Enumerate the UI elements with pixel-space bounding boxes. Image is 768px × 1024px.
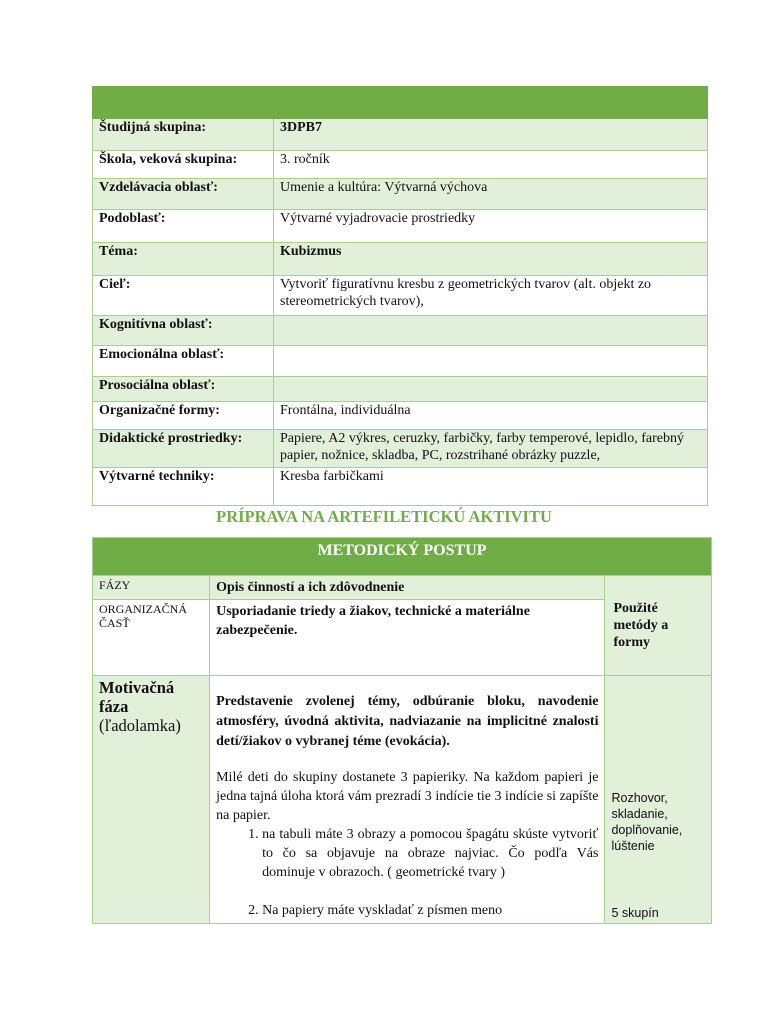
- methods-column-header: Použité metódy a formy: [605, 576, 712, 676]
- info-table-header-bar: [93, 87, 708, 119]
- info-value: Kresba farbičkami: [274, 468, 708, 506]
- info-label: Cieľ:: [93, 276, 274, 316]
- info-label: Vzdelávacia oblasť:: [93, 179, 274, 210]
- info-row-prosocial: [93, 377, 708, 402]
- info-value: Výtvarné vyjadrovacie prostriedky: [274, 210, 708, 243]
- motivation-methods-cell: [605, 676, 712, 924]
- list-item: 2. Na papiery máte vyskladať z písmen meno: [262, 901, 598, 920]
- motivation-phase-cell: [93, 676, 210, 924]
- info-row-cognitive: [93, 316, 708, 346]
- info-row-area: [93, 179, 708, 210]
- info-value: Umenie a kultúra: Výtvarná výchova: [274, 179, 708, 210]
- info-value: 3DPB7: [274, 119, 708, 151]
- info-label: Emocionálna oblasť:: [93, 346, 274, 377]
- motivation-methods: Rozhovor, skladanie, doplňovanie, lúštenie: [611, 791, 683, 853]
- phases-column-header: FÁZY: [93, 576, 210, 600]
- motivation-row: [93, 676, 712, 924]
- info-label: Kognitívna oblasť:: [93, 316, 274, 346]
- info-value: Kubizmus: [274, 243, 708, 276]
- motivation-intro: Predstavenie zvolenej témy, odbúranie bloku, navodenie atmosféry, úvodná aktivita, nadviazanie na implicitné znalosti detí/žiakov o vybranej téme (evokácia).: [216, 694, 599, 749]
- info-label: Škola, veková skupina:: [93, 151, 274, 179]
- lesson-info-table: [92, 86, 708, 506]
- info-label: Študijná skupina:: [93, 119, 274, 151]
- list-item: 1. na tabuli máte 3 obrazy a pomocou špagátu skúste vytvoriť to čo sa objavuje na obraze najviac. Čo podľa Vás dominuje v obrazoch. ( geometrické tvary ): [262, 825, 598, 882]
- method-header-row: [93, 538, 712, 576]
- motivation-phase-label: Motivačná fáza: [99, 678, 175, 716]
- info-value: Frontálna, individuálna: [274, 402, 708, 430]
- info-row-school: [93, 151, 708, 179]
- info-label: Prosociálna oblasť:: [93, 377, 274, 402]
- info-label: Organizačné formy:: [93, 402, 274, 430]
- description-column-header: Opis činností a ich zdôvodnenie: [210, 576, 605, 600]
- motivation-description-cell: [210, 676, 605, 924]
- info-label: Výtvarné techniky:: [93, 468, 274, 506]
- info-row-group: [93, 119, 708, 151]
- info-value: [274, 377, 708, 402]
- organization-phase-label: ORGANIZAČNÁ ČASŤ: [93, 600, 210, 676]
- info-value: Papiere, A2 výkres, ceruzky, farbičky, farby temperové, lepidlo, farebný papier, nožnice, skladba, PC, rozstrihané obrázky puzzle,: [274, 430, 708, 468]
- method-table: [92, 537, 712, 924]
- info-label: Téma:: [93, 243, 274, 276]
- info-label: Didaktické prostriedky:: [93, 430, 274, 468]
- info-row-topic: [93, 243, 708, 276]
- method-header: METODICKÝ POSTUP: [93, 538, 712, 576]
- organization-description: Usporiadanie triedy a žiakov, technické a materiálne zabezpečenie.: [210, 600, 605, 676]
- info-row-techniques: [93, 468, 708, 506]
- info-row-emotional: [93, 346, 708, 377]
- info-value: [274, 316, 708, 346]
- info-row-teaching-aids: [93, 430, 708, 468]
- info-row-forms: [93, 402, 708, 430]
- method-columns-row: [93, 576, 712, 600]
- info-value: 3. ročník: [274, 151, 708, 179]
- info-row-subarea: [93, 210, 708, 243]
- section-title: PRÍPRAVA NA ARTEFILETICKÚ AKTIVITU: [216, 507, 552, 526]
- info-row-goal: [93, 276, 708, 316]
- info-value: Vytvoriť figuratívnu kresbu z geometrických tvarov (alt. objekt zo stereometrických tvarov),: [274, 276, 708, 316]
- info-value: [274, 346, 708, 377]
- motivation-task-list: [216, 825, 598, 920]
- motivation-phase-sub: (ľadolamka): [99, 716, 181, 735]
- info-label: Podoblasť:: [93, 210, 274, 243]
- motivation-paragraph: Milé deti do skupiny dostanete 3 papieriky. Na každom papieri je jedna tajná úloha ktorá vám prezradí 3 indície tie 3 indície si zapíšte na papier.: [216, 770, 599, 823]
- motivation-groups: 5 skupín: [611, 906, 659, 920]
